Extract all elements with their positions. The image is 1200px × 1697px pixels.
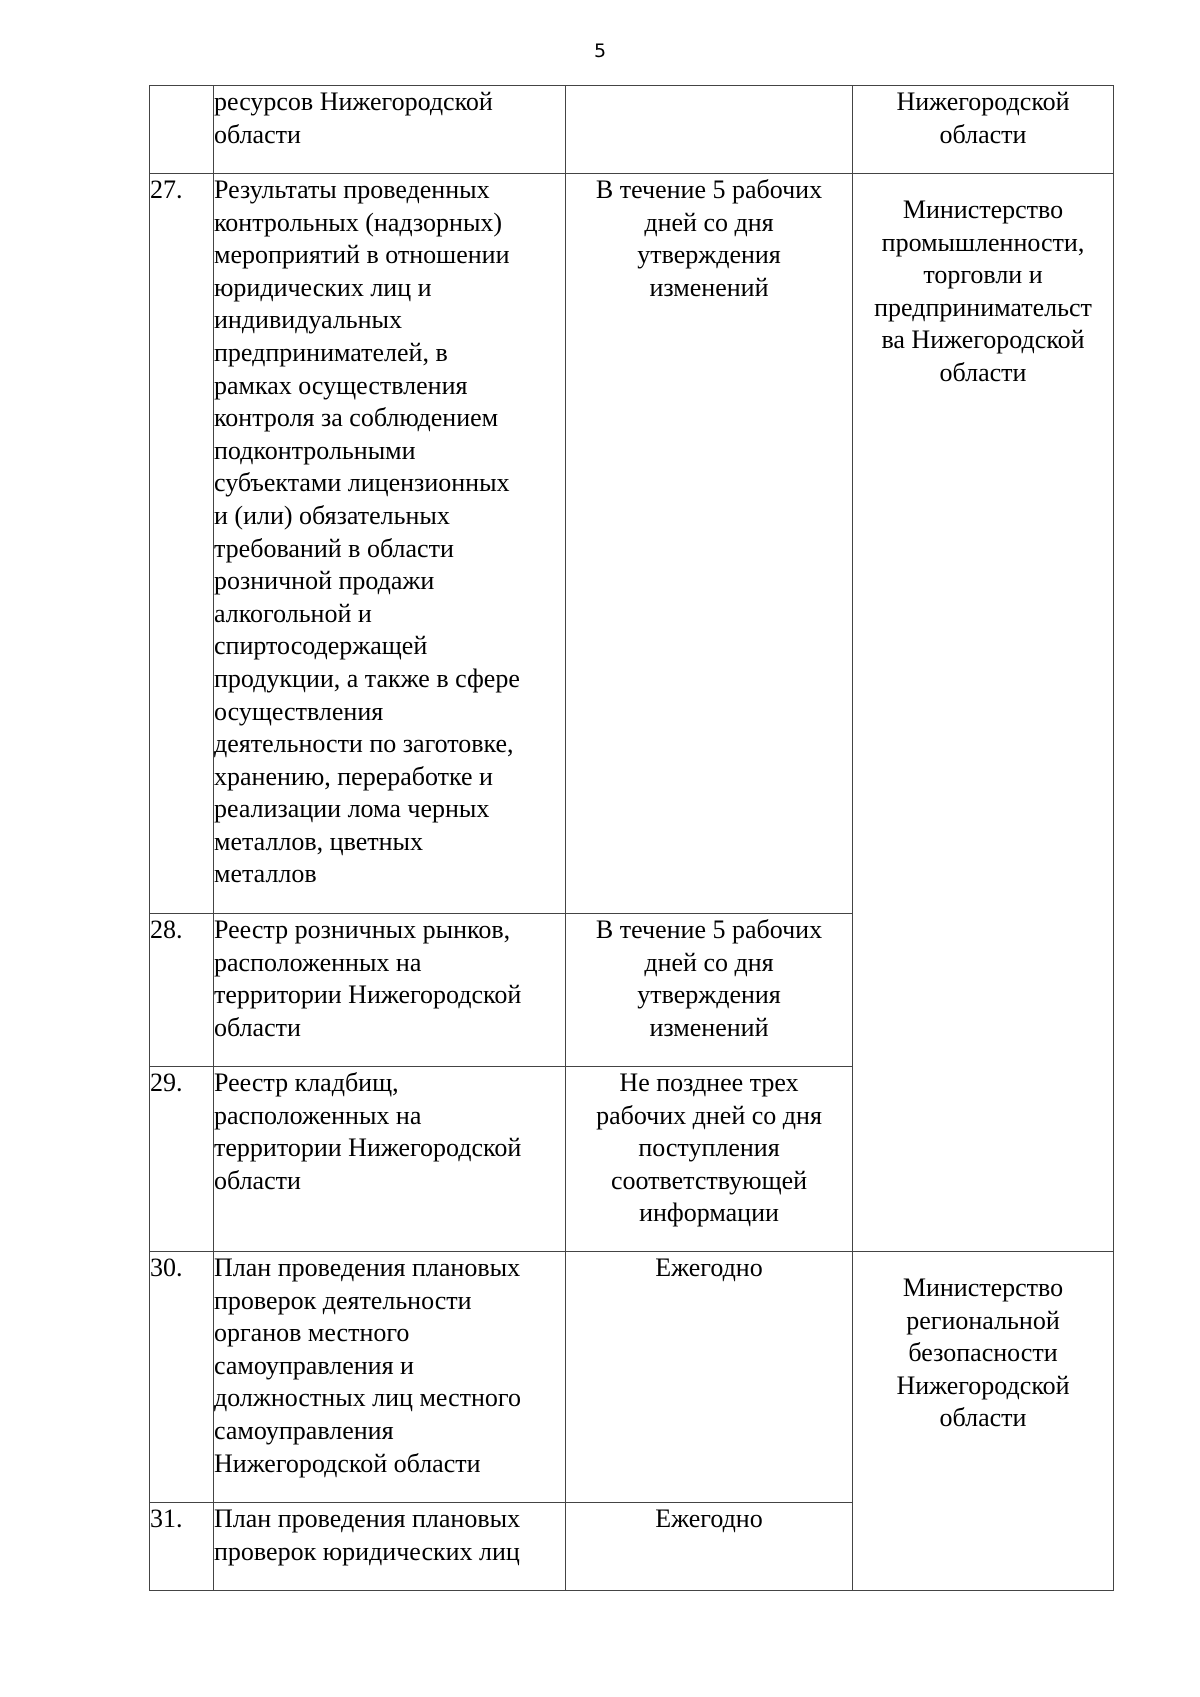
row-content	[214, 174, 566, 914]
row-number: 31.	[150, 1503, 214, 1591]
table-row	[150, 174, 1114, 914]
content-text: Реестр розничных рынков, расположенных на территории Нижегородской области	[214, 915, 522, 1042]
row-deadline	[566, 174, 853, 914]
deadline-text: Не позднее трех рабочих дней со дня поступления соответствующей информации	[596, 1068, 822, 1228]
row-number	[150, 86, 214, 174]
responsible-text: Министерство промышленности, торговли и предпринимательст ва Нижегородской области	[874, 195, 1092, 387]
row-content	[214, 1067, 566, 1252]
deadline-text: В течение 5 рабочих дней со дня утверждения изменений	[595, 915, 823, 1042]
responsible-text: Министерство региональной безопасности Нижегородской области	[896, 1273, 1070, 1433]
row-deadline	[566, 1067, 853, 1252]
row-number: 28.	[150, 914, 214, 1067]
row-number: 27.	[150, 174, 214, 914]
row-content	[214, 86, 566, 174]
content-text: План проведения плановых проверок деятельности органов местного самоуправления и должностных лиц местного самоуправления Нижегородской области	[214, 1253, 521, 1478]
responsible-text: Нижегородской области	[896, 87, 1070, 149]
document-table	[149, 85, 1114, 1591]
row-deadline	[566, 914, 853, 1067]
row-content	[214, 1252, 566, 1503]
content-text: Результаты проведенных контрольных (надзорных) мероприятий в отношении юридических лиц и индивидуальных предпринимателей, в рамках осуществления контроля за соблюдением подконтрольными субъектами лицензионных и (или) обязательных требований в области розничной продажи алкогольной и спиртосодержащей продукции, а также в сфере осуществления деятельности по заготовке, хранению, переработке и реализации лома черных металлов, цветных металлов	[214, 175, 520, 889]
deadline-text: В течение 5 рабочих дней со дня утверждения изменений	[595, 175, 823, 302]
deadline-text: Ежегодно	[655, 1504, 763, 1533]
table-row	[150, 1252, 1114, 1503]
row-number: 29.	[150, 1067, 214, 1252]
row-content	[214, 1503, 566, 1591]
row-responsible	[853, 86, 1114, 174]
row-content	[214, 914, 566, 1067]
row-deadline	[566, 86, 853, 174]
deadline-text: Ежегодно	[655, 1253, 763, 1282]
row-number: 30.	[150, 1252, 214, 1503]
page-number: 5	[593, 40, 607, 62]
table-row	[150, 86, 1114, 174]
row-deadline	[566, 1503, 853, 1591]
row-deadline	[566, 1252, 853, 1503]
content-text: Реестр кладбищ, расположенных на территории Нижегородской области	[214, 1068, 522, 1195]
row-responsible	[853, 1252, 1114, 1591]
content-text: ресурсов Нижегородской области	[214, 87, 493, 149]
content-text: План проведения плановых проверок юридических лиц	[214, 1504, 521, 1566]
row-responsible	[853, 174, 1114, 1252]
